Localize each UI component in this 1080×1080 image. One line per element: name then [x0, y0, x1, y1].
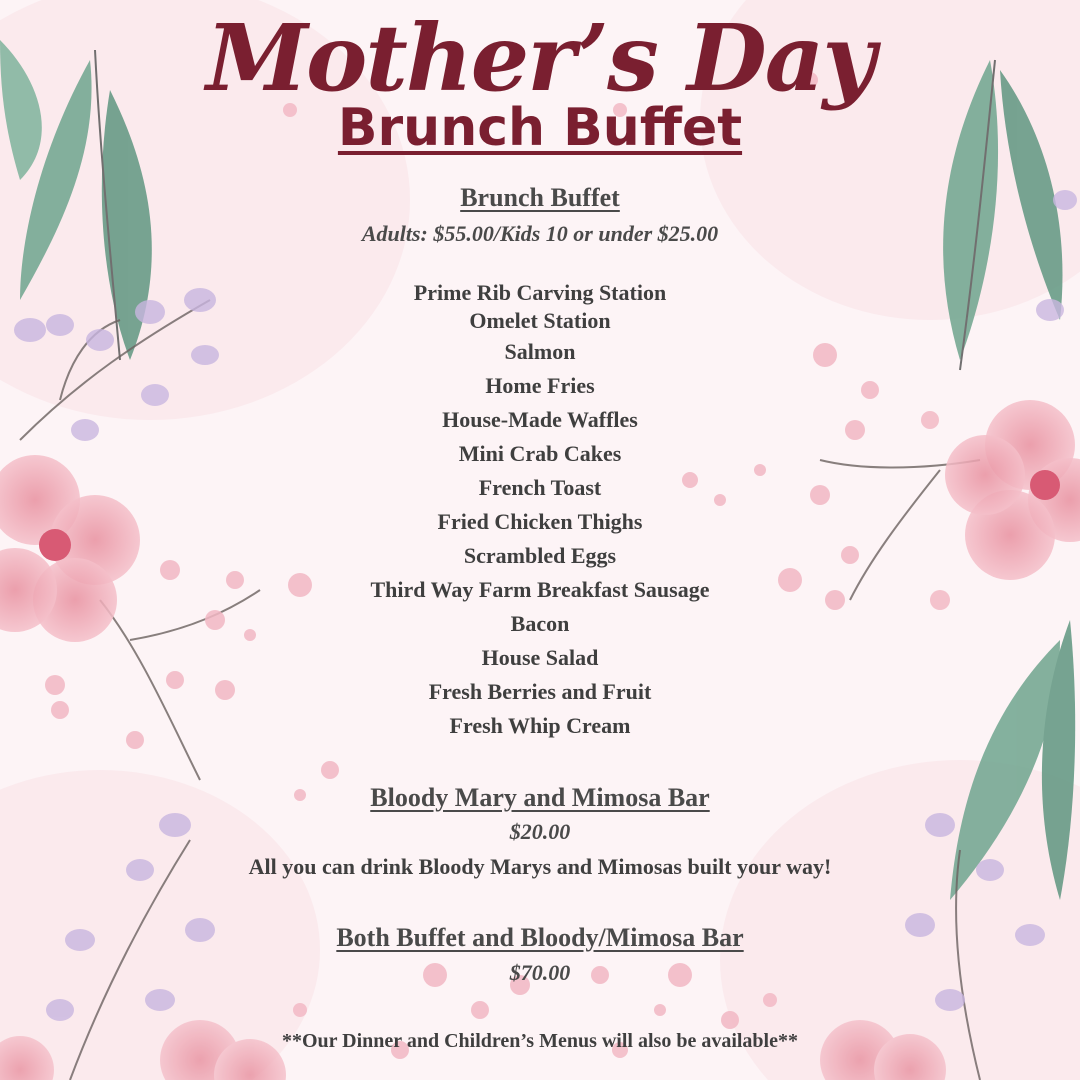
footer-note: **Our Dinner and Children’s Menus will also be available**	[281, 1030, 798, 1052]
menu-item: Third Way Farm Breakfast Sausage	[370, 577, 710, 602]
menu-item: Scrambled Eggs	[463, 543, 617, 568]
bar-description: All you can drink Bloody Marys and Mimosas built your way!	[248, 854, 832, 879]
menu-item: House Salad	[481, 645, 599, 670]
menu-item: Mini Crab Cakes	[458, 441, 622, 466]
menu-item: Fresh Berries and Fruit	[428, 679, 652, 704]
menu-item: Home Fries	[485, 373, 595, 398]
bar-price: $20.00	[509, 819, 571, 844]
page-title: Mother’s Day	[206, 4, 874, 112]
menu-item: Bacon	[510, 611, 570, 636]
combo-heading: Both Buffet and Bloody/Mimosa Bar	[336, 923, 744, 952]
menu-item: Prime Rib Carving Station	[413, 280, 667, 305]
buffet-price: Adults: $55.00/Kids 10 or under $25.00	[361, 221, 719, 246]
menu-item: French Toast	[478, 475, 602, 500]
menu-item: Omelet Station	[469, 308, 611, 333]
menu-item: Fresh Whip Cream	[449, 713, 631, 738]
menu-item: Fried Chicken Thighs	[437, 509, 643, 534]
menu-item: Salmon	[504, 339, 576, 364]
bar-heading: Bloody Mary and Mimosa Bar	[370, 783, 710, 812]
buffet-heading: Brunch Buffet	[460, 183, 620, 212]
menu-item: House-Made Waffles	[442, 407, 638, 432]
combo-price: $70.00	[509, 960, 571, 985]
page-subtitle: Brunch Buffet	[337, 98, 743, 158]
